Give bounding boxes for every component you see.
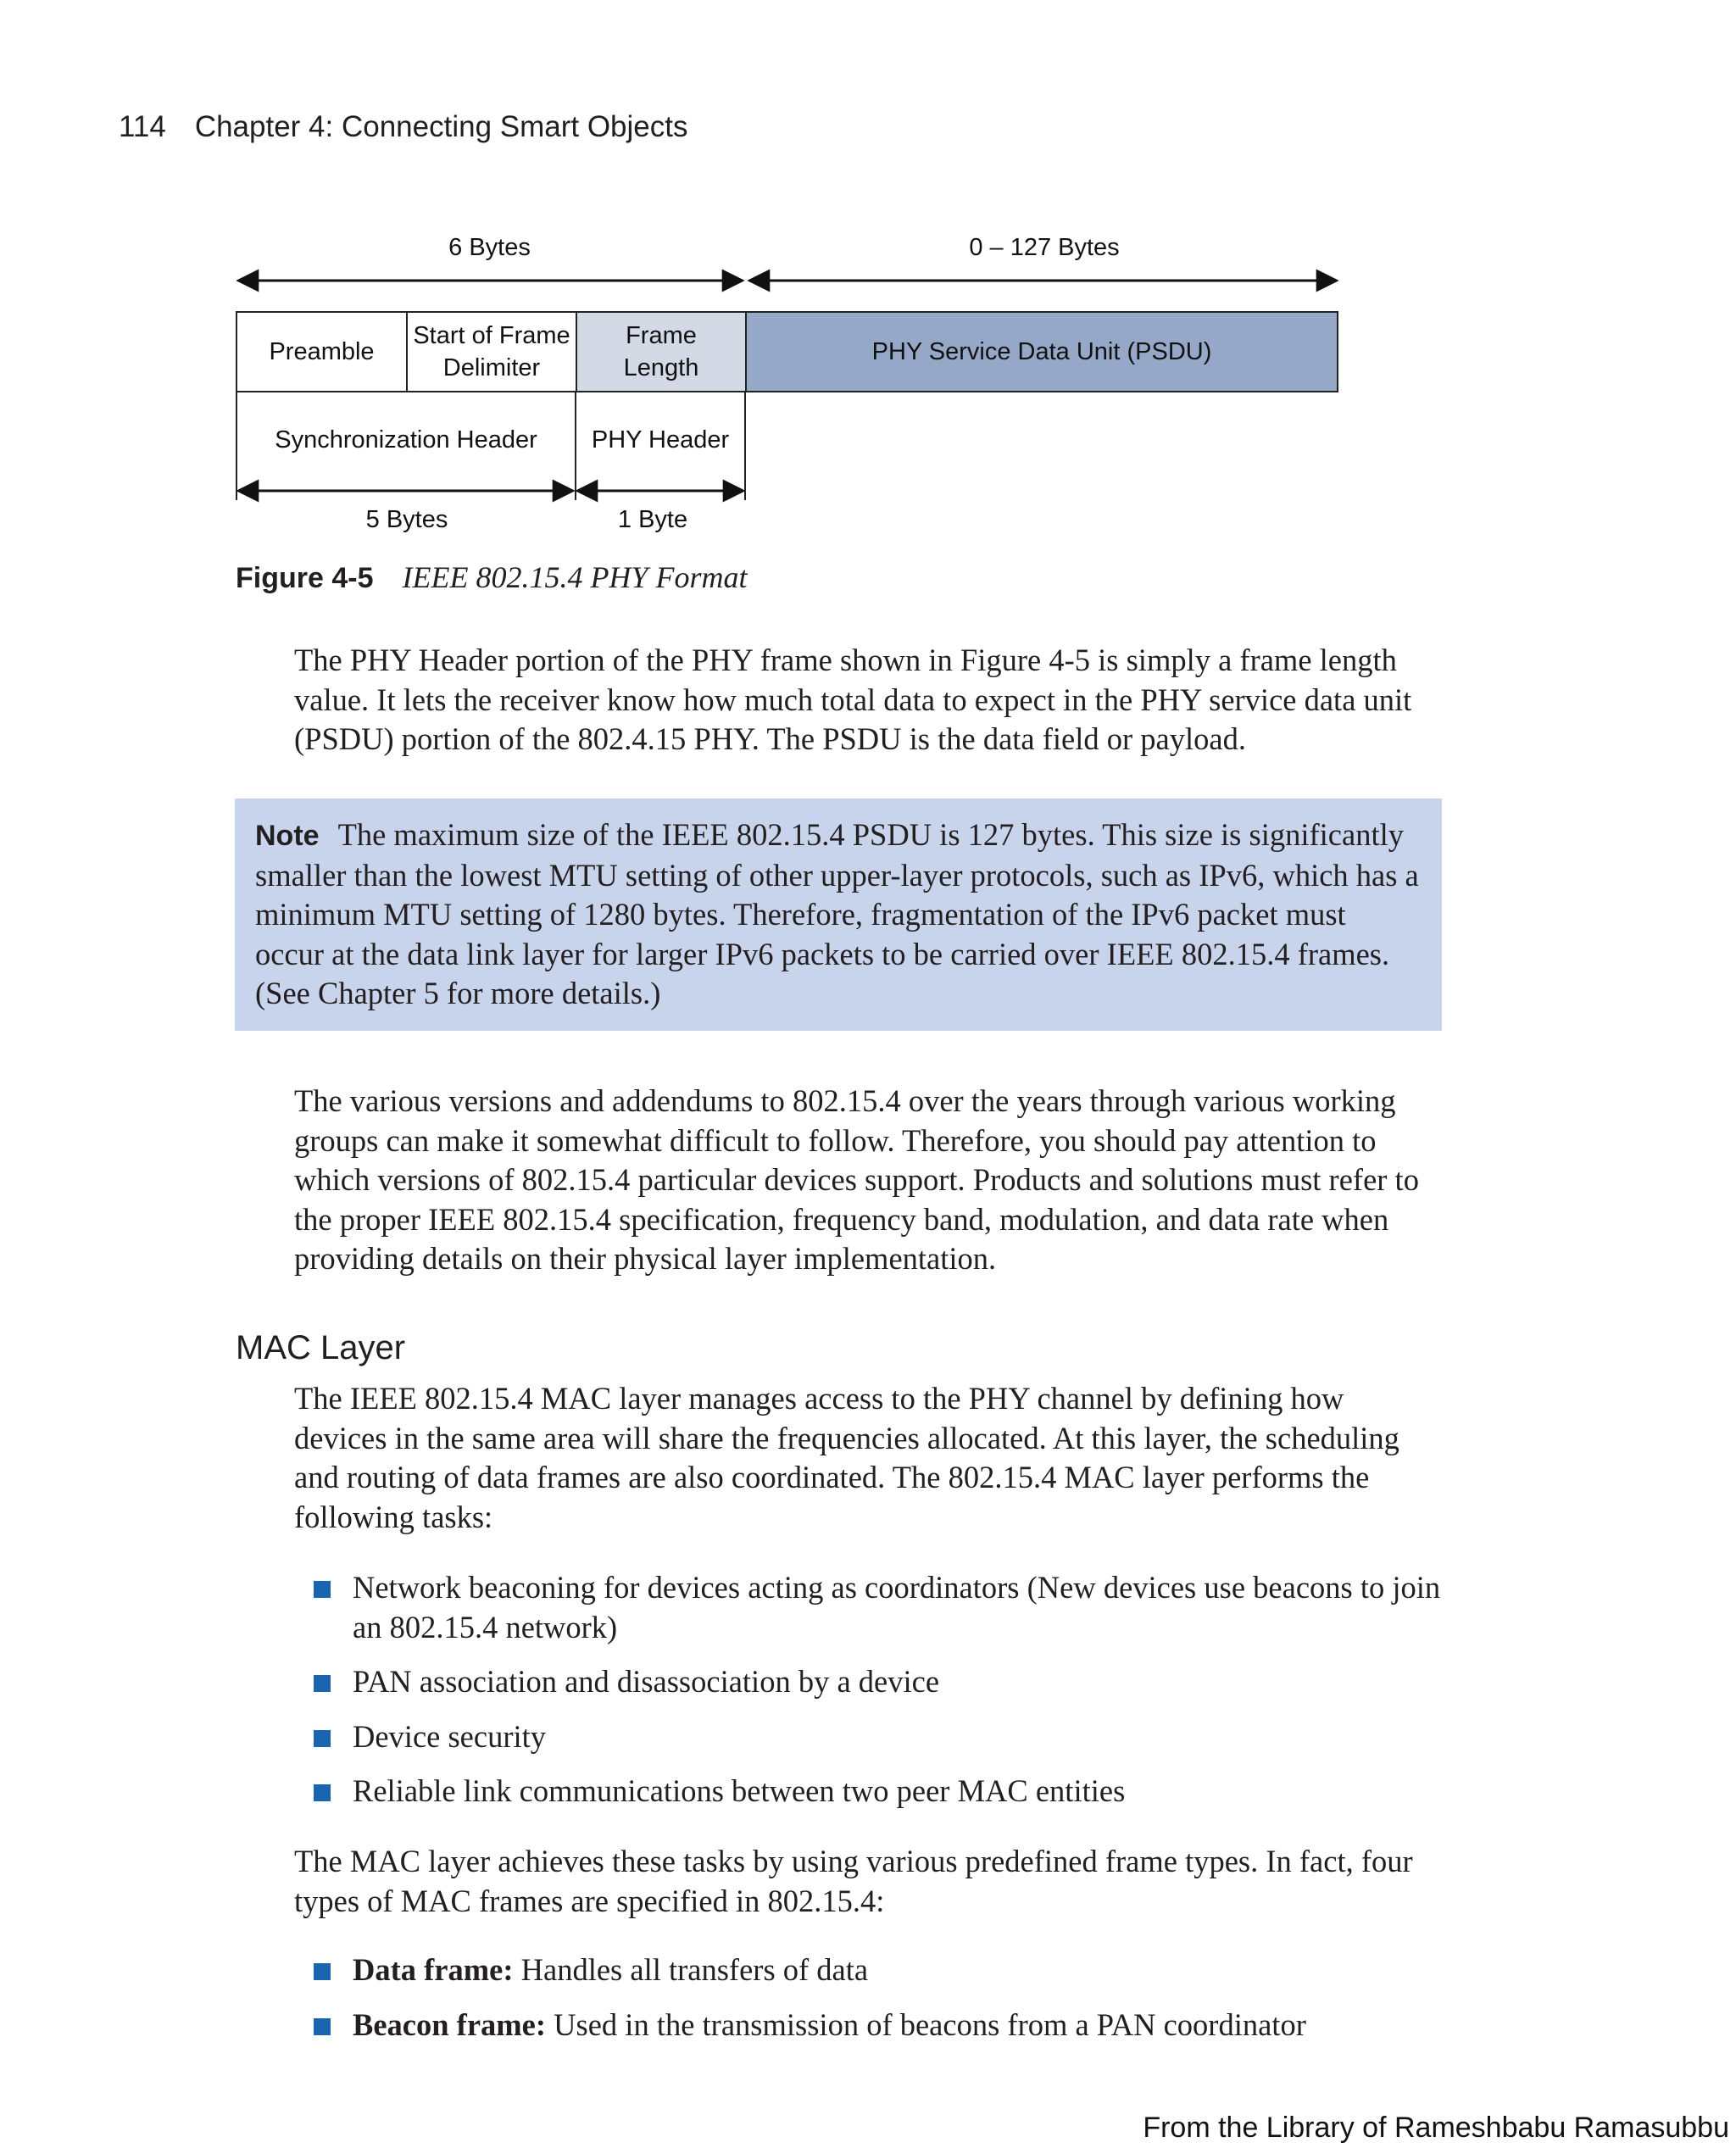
figure-arrows: [0, 0, 1736, 610]
phy-header-label: PHY Header: [591, 426, 730, 454]
page-number: 114: [119, 110, 166, 143]
figure-number: Figure 4-5: [236, 562, 374, 594]
list-item: Network beaconing for devices acting as coordinators (New devices use beacons to join an 802.15.4 network): [314, 1568, 1441, 1647]
frame-length-label-line2: Length: [623, 354, 699, 381]
note-box: [235, 799, 1442, 1031]
label-5-bytes: 5 Bytes: [365, 506, 448, 533]
psdu-cell: [745, 311, 1338, 392]
list-item: Data frame: Handles all transfers of data: [314, 1950, 1441, 1990]
sfd-label-line2: Delimiter: [442, 354, 541, 381]
paragraph-phy-header: The PHY Header portion of the PHY frame shown in Figure 4-5 is simply a frame length value. It lets the receiver know how much total data to expect in the PHY service data unit (PSDU) portion of the 802.4.15 PHY. The PSDU is the data field or payload.: [294, 643, 1412, 756]
mac-frame-list: [314, 1950, 1441, 2045]
bullet-square-icon: [314, 1581, 331, 1598]
sync-header-label: Synchronization Header: [275, 426, 537, 454]
label-6-bytes: 6 Bytes: [448, 234, 531, 261]
paragraph-versions: The various versions and addendums to 802.15.4 over the years through various working groups can make it somewhat difficult to follow. Therefore, you should pay attention to which versions of 802.15.4 particular devices support. Products and solutions must refer to the proper IEEE 802.15.4 specification, frequency band, modulation, and data rate when providing details on their physical layer implementation.: [294, 1083, 1419, 1276]
note-text: The maximum size of the IEEE 802.15.4 PSDU is 127 bytes. This size is significantly smaller than the lowest MTU setting of other upper-layer protocols, such as IPv6, which has a minimum MTU setting of 1280 bytes. Therefore, fragmentation of the IPv6 packet must occur at the data link layer for larger IPv6 packets to be carried over IEEE 802.15.4 frames. (See Chapter 5 for more details.): [255, 817, 1419, 1010]
frame-length-cell: [576, 311, 747, 392]
sfd-cell: [406, 311, 577, 392]
bullet-square-icon: [314, 2018, 331, 2035]
frame-length-label-line1: Frame: [626, 322, 697, 349]
phy-format-figure: [0, 0, 1736, 610]
paragraph-frame-types: The MAC layer achieves these tasks by using various predefined frame types. In fact, four types of MAC frames are specified in 802.15.4:: [294, 1844, 1413, 1918]
list-item: Reliable link communications between two peer MAC entities: [314, 1772, 1441, 1811]
paragraph-mac-intro: The IEEE 802.15.4 MAC layer manages access to the PHY channel by defining how devices in the same area will share the frequencies allocated. At this layer, the scheduling and routing of data frames are also coordinated. The 802.15.4 MAC layer performs the following tasks:: [294, 1381, 1399, 1534]
label-1-byte: 1 Byte: [617, 506, 688, 533]
mac-task-list: [314, 1568, 1441, 1811]
bullet-square-icon: [314, 1784, 331, 1801]
label-0-127-bytes: 0 – 127 Bytes: [969, 234, 1120, 261]
figure-title: IEEE 802.15.4 PHY Format: [402, 560, 748, 594]
bullet-square-icon: [314, 1963, 331, 1980]
psdu-label: PHY Service Data Unit (PSDU): [871, 338, 1212, 365]
bullet-square-icon: [314, 1675, 331, 1692]
list-item: Beacon frame: Used in the transmission of beacons from a PAN coordinator: [314, 2006, 1441, 2045]
note-label: Note: [255, 820, 320, 852]
list-item: Device security: [314, 1717, 1441, 1757]
chapter-title: Chapter 4: Connecting Smart Objects: [194, 110, 688, 143]
preamble-cell: [236, 311, 408, 392]
list-item: PAN association and disassociation by a device: [314, 1662, 1441, 1702]
figure-caption: [236, 559, 747, 595]
bullet-square-icon: [314, 1730, 331, 1747]
preamble-label: Preamble: [269, 338, 375, 365]
sfd-label-line1: Start of Frame: [413, 322, 570, 349]
library-footer: From the Library of Rameshbabu Ramasubbu: [1143, 2112, 1729, 2144]
section-heading-mac-layer: MAC Layer: [236, 1329, 406, 1366]
